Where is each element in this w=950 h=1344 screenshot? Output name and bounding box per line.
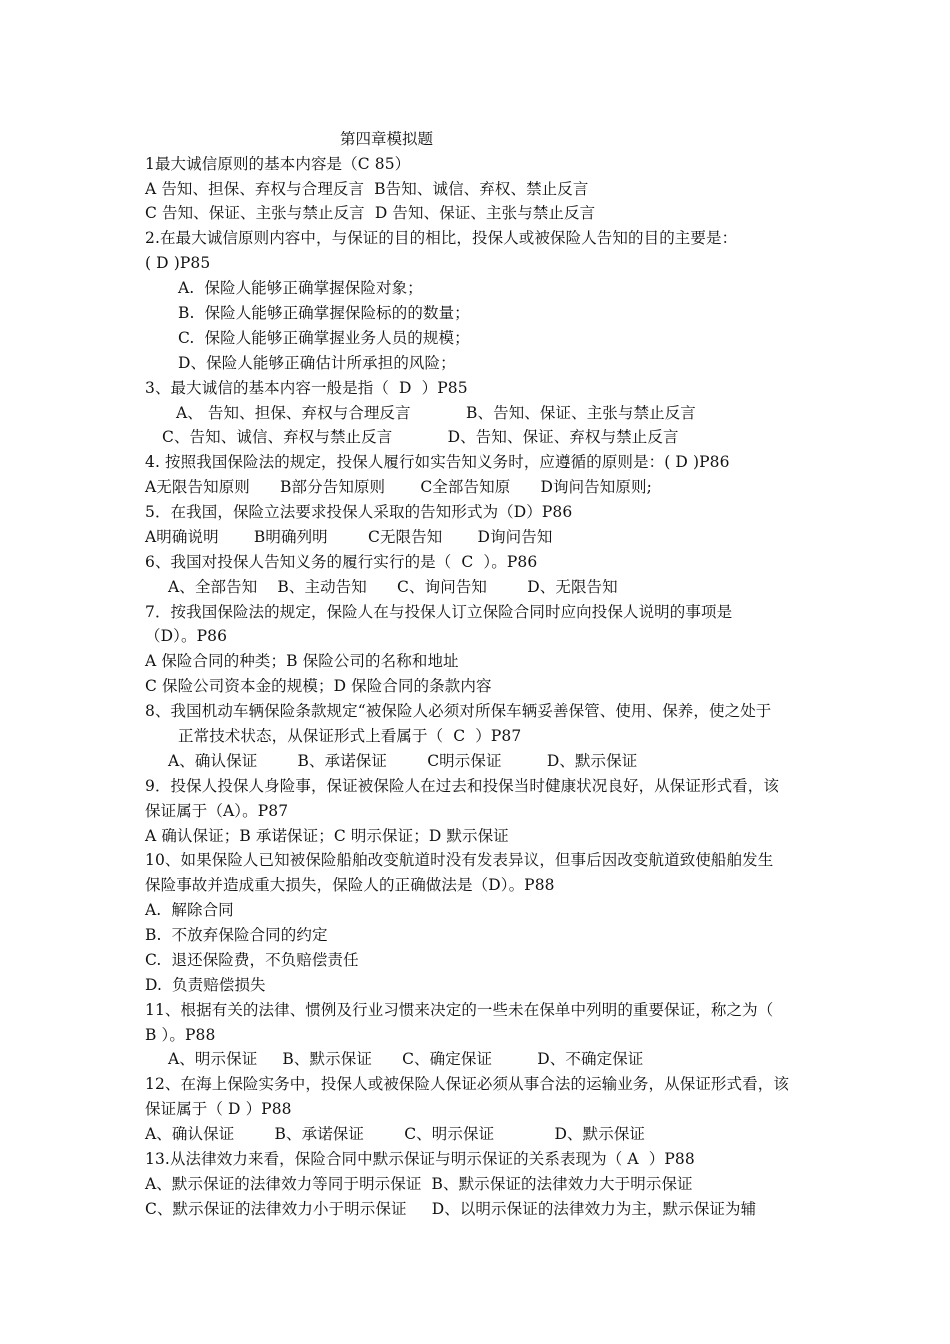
text-line: 13.从法律效力来看，保险合同中默示保证与明示保证的关系表现为（ A ）P88	[145, 1150, 695, 1168]
text-line: B. 保险人能够正确掌握保险标的的数量；	[178, 304, 470, 322]
text-line: 1最大诚信原则的基本内容是（C 85）	[145, 155, 411, 173]
text-line: ( D )P85	[145, 254, 211, 272]
text-line: B ）。P88	[145, 1026, 216, 1044]
text-line: C. 保险人能够正确掌握业务人员的规模；	[178, 329, 470, 347]
text-line: A、确认保证 B、承诺保证 C、明示保证 D、默示保证	[145, 1125, 646, 1143]
text-line: 保险事故并造成重大损失，保险人的正确做法是（D）。P88	[145, 876, 555, 894]
text-line: 保证属于（A）。P87	[145, 802, 289, 820]
text-line: 6、我国对投保人告知义务的履行实行的是（ C ）。P86	[145, 553, 538, 571]
text-line: （D）。P86	[145, 627, 228, 645]
text-line: D、保险人能够正确估计所承担的风险；	[178, 354, 456, 372]
text-line: 10、如果保险人已知被保险船舶改变航道时没有发表异议，但事后因改变航道致使船舶发生	[145, 851, 774, 869]
text-line: A、确认保证 B、承诺保证 C明示保证 D、默示保证	[168, 752, 638, 770]
text-line: 9．投保人投保人身险事，保证被保险人在过去和投保当时健康状况良好，从保证形式看，该	[145, 777, 779, 795]
text-line: C. 退还保险费，不负赔偿责任	[145, 951, 359, 969]
text-line: 8、我国机动车辆保险条款规定“被保险人必须对所保车辆妥善保管、使用、保养，使之处于	[145, 702, 772, 720]
text-line: 保证属于（ D ）P88	[145, 1100, 292, 1118]
text-line: A 确认保证；B 承诺保证；C 明示保证；D 默示保证	[145, 827, 509, 845]
text-line: C、告知、诚信、弃权与禁止反言 D、告知、保证、弃权与禁止反言	[162, 428, 679, 446]
page-title: 第四章模拟题	[340, 130, 434, 148]
text-line: 11、根据有关的法律、惯例及行业习惯来决定的一些未在保单中列明的重要保证，称之为（	[145, 1001, 774, 1019]
text-line: D. 负责赔偿损失	[145, 976, 266, 994]
text-line: C 告知、保证、主张与禁止反言 D 告知、保证、主张与禁止反言	[145, 204, 596, 222]
text-line: A、默示保证的法律效力等同于明示保证 B、默示保证的法律效力大于明示保证	[145, 1175, 693, 1193]
text-line: A. 保险人能够正确掌握保险对象；	[178, 279, 423, 297]
text-line: 12、在海上保险实务中，投保人或被保险人保证必须从事合法的运输业务，从保证形式看，该	[145, 1075, 789, 1093]
text-line: 4. 按照我国保险法的规定，投保人履行如实告知义务时，应遵循的原则是：( D )P86	[145, 453, 730, 471]
text-line: A 告知、担保、弃权与合理反言 B告知、诚信、弃权、禁止反言	[145, 180, 589, 198]
text-line: 正常技术状态，从保证形式上看属于（ C ）P87	[178, 727, 522, 745]
text-line: A、全部告知 B、主动告知 C、询问告知 D、无限告知	[168, 578, 618, 596]
text-line: 5．在我国，保险立法要求投保人采取的告知形式为（D）P86	[145, 503, 573, 521]
text-line: A. 解除合同	[145, 901, 234, 919]
text-line: A无限告知原则 B部分告知原则 C全部告知原 D询问告知原则;	[145, 478, 652, 496]
text-line: B. 不放弃保险合同的约定	[145, 926, 328, 944]
text-line: 3、最大诚信的基本内容一般是指（ D ）P85	[145, 379, 468, 397]
text-line: C 保险公司资本金的规模；D 保险合同的条款内容	[145, 677, 492, 695]
text-line: A 保险合同的种类；B 保险公司的名称和地址	[145, 652, 459, 670]
text-line: 7．按我国保险法的规定，保险人在与投保人订立保险合同时应向投保人说明的事项是	[145, 603, 733, 621]
text-line: 2.在最大诚信原则内容中，与保证的目的相比，投保人或被保险人告知的目的主要是：	[145, 229, 738, 247]
text-line: A明确说明 B明确列明 C无限告知 D询问告知	[145, 528, 553, 546]
text-line: A、明示保证 B、默示保证 C、确定保证 D、不确定保证	[168, 1050, 644, 1068]
text-line: A、 告知、担保、弃权与合理反言 B、告知、保证、主张与禁止反言	[176, 404, 696, 422]
text-line: C、默示保证的法律效力小于明示保证 D、以明示保证的法律效力为主，默示保证为辅	[145, 1200, 757, 1218]
